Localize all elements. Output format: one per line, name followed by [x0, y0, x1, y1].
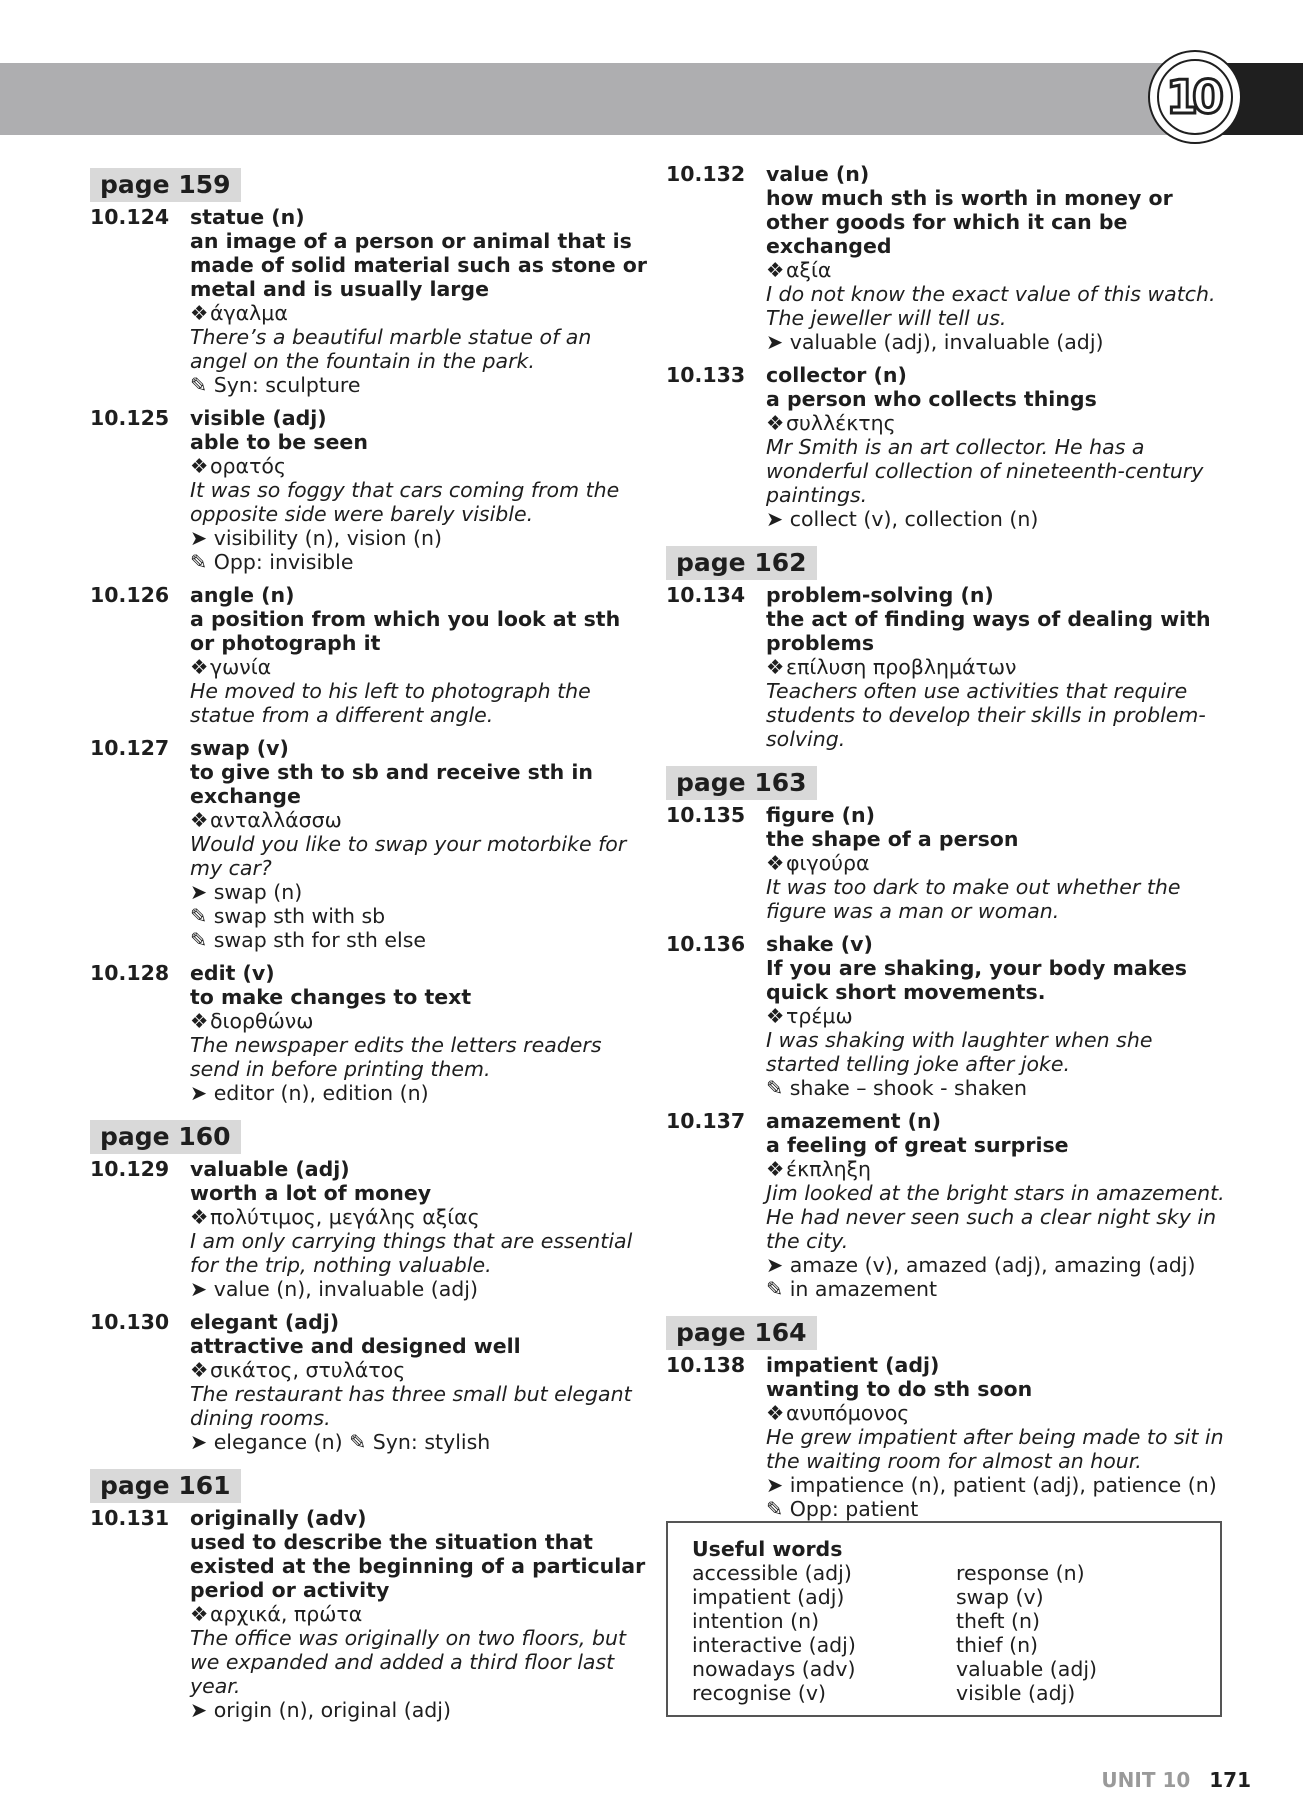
entry — [666, 1353, 1226, 1521]
entry-number: 10.129 — [90, 1157, 170, 1181]
greek-translation — [766, 258, 1226, 282]
entry-body — [766, 583, 1226, 751]
entry-body — [190, 736, 650, 952]
greek-translation — [190, 655, 650, 679]
top-banner — [0, 63, 1175, 135]
entry-number: 10.137 — [666, 1109, 746, 1133]
greek-word: ανταλλάσσω — [210, 808, 342, 832]
diamond-icon: ❖ — [190, 808, 209, 832]
greek-translation — [766, 851, 1226, 875]
greek-translation — [766, 655, 1226, 679]
greek-translation — [190, 1602, 650, 1626]
definition: a person who collects things — [766, 387, 1097, 411]
definition: to give sth to sb and receive sth in exchange — [190, 760, 593, 808]
useful-word: recognise (v) — [692, 1681, 827, 1705]
headword: swap (v) — [190, 736, 289, 760]
greek-word: τρέμω — [786, 1004, 853, 1028]
page-number: 171 — [1209, 1768, 1251, 1792]
unit-badge-number: 10 — [1157, 59, 1233, 135]
greek-word: έκπληξη — [786, 1157, 872, 1181]
entry-number: 10.124 — [90, 205, 170, 229]
entry — [90, 1310, 650, 1454]
useful-word: accessible (adj) — [692, 1561, 852, 1585]
greek-translation — [766, 1004, 1226, 1028]
entry-body — [766, 1109, 1226, 1301]
related-note: ➤ origin (n), original (adj) — [190, 1698, 452, 1722]
entry-body — [766, 162, 1226, 354]
greek-word: ορατός — [210, 454, 286, 478]
entry-number: 10.127 — [90, 736, 170, 760]
diamond-icon: ❖ — [766, 411, 785, 435]
example-sentence: Would you like to swap your motorbike for my car? — [190, 832, 627, 880]
diamond-icon: ❖ — [766, 655, 785, 679]
related-note: ➤ value (n), invaluable (adj) — [190, 1277, 478, 1301]
greek-word: συλλέκτης — [786, 411, 896, 435]
definition: able to be seen — [190, 430, 368, 454]
diamond-icon: ❖ — [766, 851, 785, 875]
diamond-icon: ❖ — [190, 1602, 209, 1626]
related-note: ➤ visibility (n), vision (n) — [190, 526, 442, 550]
example-sentence: I do not know the exact value of this watch. The jeweller will tell us. — [766, 282, 1216, 330]
greek-word: αξία — [786, 258, 832, 282]
definition: If you are shaking, your body makes quick short movements. — [766, 956, 1187, 1004]
greek-translation — [190, 808, 650, 832]
entry — [666, 1109, 1226, 1301]
page-heading: page 159 — [90, 168, 241, 202]
example-sentence: Mr Smith is an art collector. He has a wonderful collection of nineteenth-century paintings. — [766, 435, 1204, 507]
entry-number: 10.132 — [666, 162, 746, 186]
definition: the act of finding ways of dealing with problems — [766, 607, 1211, 655]
example-sentence: It was so foggy that cars coming from the opposite side were barely visible. — [190, 478, 620, 526]
related-note: ➤ valuable (adj), invaluable (adj) — [766, 330, 1104, 354]
entry — [666, 803, 1226, 923]
headword: figure (n) — [766, 803, 875, 827]
page-heading: page 162 — [666, 546, 817, 580]
greek-translation — [190, 1358, 650, 1382]
diamond-icon: ❖ — [766, 1157, 785, 1181]
headword: collector (n) — [766, 363, 907, 387]
headword: elegant (adj) — [190, 1310, 340, 1334]
entry-number: 10.126 — [90, 583, 170, 607]
example-sentence: I was shaking with laughter when she started telling joke after joke. — [766, 1028, 1153, 1076]
example-sentence: It was too dark to make out whether the figure was a man or woman. — [766, 875, 1181, 923]
greek-translation — [190, 1205, 650, 1229]
entry — [90, 1506, 650, 1722]
greek-word: πολύτιμος, μεγάλης αξίας — [210, 1205, 480, 1229]
left-column — [90, 162, 650, 1731]
definition: attractive and designed well — [190, 1334, 521, 1358]
entry — [666, 932, 1226, 1100]
greek-translation — [190, 1009, 650, 1033]
footer-unit-label: UNIT 10 — [1101, 1768, 1191, 1792]
entry-body — [190, 406, 650, 574]
entry-number: 10.138 — [666, 1353, 746, 1377]
greek-translation — [766, 1157, 1226, 1181]
greek-word: γωνία — [210, 655, 272, 679]
right-column — [666, 162, 1226, 1530]
entry-number: 10.135 — [666, 803, 746, 827]
page-footer — [1101, 1768, 1251, 1792]
entry-number: 10.125 — [90, 406, 170, 430]
entry-body — [766, 1353, 1226, 1521]
headword: statue (n) — [190, 205, 305, 229]
related-note: ✎ swap sth with sb — [190, 904, 386, 928]
example-sentence: The restaurant has three small but elegant dining rooms. — [190, 1382, 632, 1430]
entry — [90, 406, 650, 574]
related-note: ✎ in amazement — [766, 1277, 937, 1301]
definition: how much sth is worth in money or other goods for which it can be exchanged — [766, 186, 1173, 258]
entry-number: 10.133 — [666, 363, 746, 387]
useful-words-box — [666, 1521, 1222, 1717]
related-note: ➤ amaze (v), amazed (adj), amazing (adj) — [766, 1253, 1196, 1277]
entry-number: 10.134 — [666, 583, 746, 607]
entry — [666, 583, 1226, 751]
entry — [90, 736, 650, 952]
entry — [90, 583, 650, 727]
diamond-icon: ❖ — [190, 1205, 209, 1229]
useful-word: intention (n) — [692, 1609, 820, 1633]
example-sentence: He grew impatient after being made to sit in the waiting room for almost an hour. — [766, 1425, 1224, 1473]
example-sentence: Teachers often use activities that require students to develop their skills in problem-solving. — [766, 679, 1206, 751]
related-note: ➤ swap (n) — [190, 880, 303, 904]
diamond-icon: ❖ — [190, 655, 209, 679]
diamond-icon: ❖ — [190, 1358, 209, 1382]
related-note: ✎ swap sth for sth else — [190, 928, 426, 952]
useful-word: visible (adj) — [956, 1681, 1076, 1705]
headword: angle (n) — [190, 583, 295, 607]
diamond-icon: ❖ — [190, 1009, 209, 1033]
headword: amazement (n) — [766, 1109, 941, 1133]
entry-body — [190, 1506, 650, 1722]
headword: originally (adv) — [190, 1506, 367, 1530]
diamond-icon: ❖ — [190, 301, 209, 325]
useful-word: impatient (adj) — [692, 1585, 845, 1609]
entry-number: 10.128 — [90, 961, 170, 985]
unit-badge — [1148, 50, 1242, 144]
headword: valuable (adj) — [190, 1157, 350, 1181]
diamond-icon: ❖ — [766, 1004, 785, 1028]
useful-words-title: Useful words — [692, 1537, 843, 1561]
definition: used to describe the situation that existed at the beginning of a particular period or activity — [190, 1530, 646, 1602]
entry-body — [190, 205, 650, 397]
entry — [666, 363, 1226, 531]
related-note: ✎ Opp: invisible — [190, 550, 354, 574]
greek-word: φιγούρα — [786, 851, 870, 875]
entry-number: 10.136 — [666, 932, 746, 956]
definition: a position from which you look at sth or photograph it — [190, 607, 621, 655]
example-sentence: The office was originally on two floors, but we expanded and added a third floor last year. — [190, 1626, 626, 1698]
headword: shake (v) — [766, 932, 873, 956]
diamond-icon: ❖ — [766, 1401, 785, 1425]
greek-word: διορθώνω — [210, 1009, 314, 1033]
greek-word: αρχικά, πρώτα — [210, 1602, 363, 1626]
diamond-icon: ❖ — [766, 258, 785, 282]
greek-word: άγαλμα — [210, 301, 288, 325]
entry-number: 10.130 — [90, 1310, 170, 1334]
entry-number: 10.131 — [90, 1506, 170, 1530]
example-sentence: He moved to his left to photograph the statue from a different angle. — [190, 679, 591, 727]
related-note: ✎ Syn: sculpture — [190, 373, 361, 397]
greek-word: σικάτος, στυλάτος — [210, 1358, 406, 1382]
greek-word: ανυπόμονος — [786, 1401, 910, 1425]
definition: worth a lot of money — [190, 1181, 432, 1205]
entry-body — [190, 1157, 650, 1301]
useful-word: swap (v) — [956, 1585, 1044, 1609]
greek-translation — [766, 1401, 1226, 1425]
useful-word: thief (n) — [956, 1633, 1039, 1657]
entry-body — [766, 363, 1226, 531]
entry-body — [190, 583, 650, 727]
headword: impatient (adj) — [766, 1353, 940, 1377]
page-heading: page 161 — [90, 1469, 241, 1503]
headword: edit (v) — [190, 961, 275, 985]
related-note: ➤ collect (v), collection (n) — [766, 507, 1039, 531]
example-sentence: Jim looked at the bright stars in amazement. He had never seen such a clear night sky in the city. — [766, 1181, 1225, 1253]
related-note: ✎ shake – shook - shaken — [766, 1076, 1028, 1100]
entry — [90, 1157, 650, 1301]
definition: the shape of a person — [766, 827, 1019, 851]
useful-word: theft (n) — [956, 1609, 1041, 1633]
definition: an image of a person or animal that is made of solid material such as stone or metal and is usually large — [190, 229, 647, 301]
page-heading: page 164 — [666, 1316, 817, 1350]
page-heading: page 163 — [666, 766, 817, 800]
useful-word: nowadays (adv) — [692, 1657, 856, 1681]
entry-body — [766, 803, 1226, 923]
example-sentence: I am only carrying things that are essential for the trip, nothing valuable. — [190, 1229, 633, 1277]
page-heading: page 160 — [90, 1120, 241, 1154]
related-note: ➤ elegance (n) ✎ Syn: stylish — [190, 1430, 491, 1454]
definition: to make changes to text — [190, 985, 472, 1009]
greek-translation — [190, 301, 650, 325]
related-note: ➤ impatience (n), patient (adj), patience (n) ✎ Opp: patient — [766, 1473, 1217, 1521]
useful-word: interactive (adj) — [692, 1633, 856, 1657]
entry — [90, 961, 650, 1105]
entry — [666, 162, 1226, 354]
greek-word: επίλυση προβλημάτων — [786, 655, 1017, 679]
entry — [90, 205, 650, 397]
entry-body — [190, 961, 650, 1105]
entry-body — [190, 1310, 650, 1454]
definition: a feeling of great surprise — [766, 1133, 1069, 1157]
example-sentence: The newspaper edits the letters readers send in before printing them. — [190, 1033, 602, 1081]
related-note: ➤ editor (n), edition (n) — [190, 1081, 429, 1105]
useful-words-column-2 — [956, 1561, 1220, 1705]
useful-word: valuable (adj) — [956, 1657, 1098, 1681]
entry-body — [766, 932, 1226, 1100]
headword: value (n) — [766, 162, 870, 186]
diamond-icon: ❖ — [190, 454, 209, 478]
useful-word: response (n) — [956, 1561, 1085, 1585]
headword: visible (adj) — [190, 406, 327, 430]
headword: problem-solving (n) — [766, 583, 994, 607]
greek-translation — [766, 411, 1226, 435]
useful-words-column-1 — [692, 1561, 956, 1705]
definition: wanting to do sth soon — [766, 1377, 1033, 1401]
greek-translation — [190, 454, 650, 478]
example-sentence: There’s a beautiful marble statue of an angel on the fountain in the park. — [190, 325, 592, 373]
